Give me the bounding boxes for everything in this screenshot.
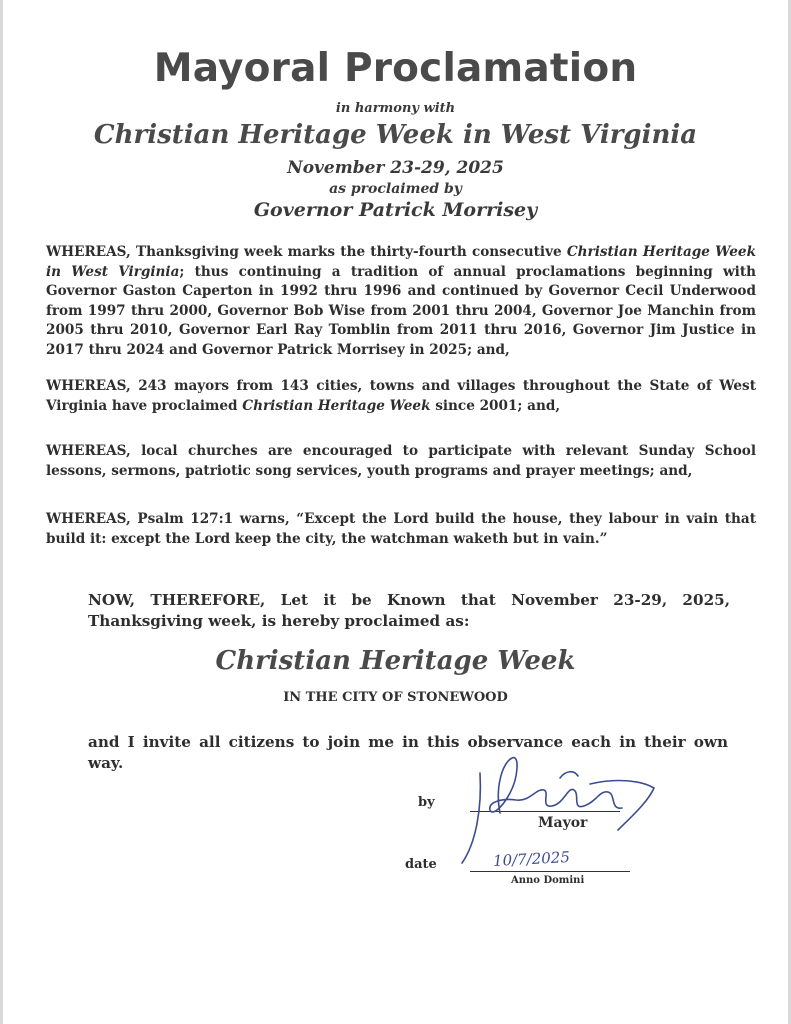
whereas-paragraph-1 (46, 243, 756, 361)
handwritten-date: 10/7/2025 (492, 847, 571, 871)
now-therefore-paragraph (88, 590, 730, 632)
mayor-label: Mayor (538, 815, 588, 831)
now-therefore-text: Let it be Known that November 23-29, 2025, Thanksgiving week, is hereby proclaimed as: (88, 591, 730, 630)
city-line: IN THE CITY OF STONEWOOD (283, 690, 508, 705)
date-line (470, 871, 630, 872)
whereas-italic: Christian Heritage Week (242, 397, 431, 414)
scan-edge-left (0, 0, 3, 1024)
as-proclaimed-line: as proclaimed by (329, 181, 462, 197)
anno-domini-label: Anno Domini (511, 875, 585, 886)
whereas-text: Thanksgiving week marks the thirty-fourth consecutive (130, 244, 567, 260)
whereas-text-end: ; thus continuing a tradition of annual proclamations beginning with Governor Gaston Caperton in 1992 thru 1996 and continued by Governor Cecil Underwood from 1997 thru 2000, Governor Bob Wise from 2001 thru 2004, Governor Joe Manchin from 2005 thru 2010, Governor Earl Ray Tomblin from 2011 thru 2016, Governor Jim Justice in 2017 thru 2024 and Governor Patrick Morrisey in 2025; and, (46, 263, 756, 358)
whereas-text: 243 mayors from 143 cities, towns and villages throughout the State of West Virginia have proclaimed (46, 378, 756, 414)
governor-line: Governor Patrick Morrisey (253, 199, 538, 221)
invitation-paragraph: and I invite all citizens to join me in this observance each in their own way. (88, 733, 728, 772)
whereas-text: Psalm 127:1 warns, “Except the Lord build the house, they labour in vain that build it: except the Lord keep the city, the watchman waketh but in vain.” (46, 511, 756, 547)
event-title: Christian Heritage Week in West Virginia (93, 120, 698, 150)
whereas-text: local churches are encouraged to participate with relevant Sunday School lessons, sermons, patriotic song services, youth programs and prayer meetings; and, (46, 443, 756, 479)
in-harmony-line: in harmony with (335, 101, 456, 116)
now-therefore-lead: NOW, THEREFORE, (88, 591, 266, 609)
by-label: by (418, 795, 435, 810)
whereas-lead: WHEREAS, (46, 443, 131, 459)
date-label: date (405, 857, 437, 872)
whereas-lead: WHEREAS, (46, 244, 131, 260)
whereas-italic: Christian Heritage Week in West Virginia (46, 244, 757, 280)
proclaimed-title: Christian Heritage Week (215, 646, 576, 676)
document-title: Mayoral Proclamation (153, 46, 638, 91)
whereas-lead: WHEREAS, (46, 511, 131, 527)
whereas-paragraph-3 (46, 442, 756, 481)
event-dates: November 23-29, 2025 (287, 158, 504, 178)
mayor-signature (440, 718, 670, 871)
whereas-paragraph-4 (46, 510, 756, 549)
whereas-paragraph-2 (46, 377, 756, 416)
whereas-text-end: since 2001; and, (430, 397, 561, 414)
whereas-lead: WHEREAS, (46, 378, 131, 394)
